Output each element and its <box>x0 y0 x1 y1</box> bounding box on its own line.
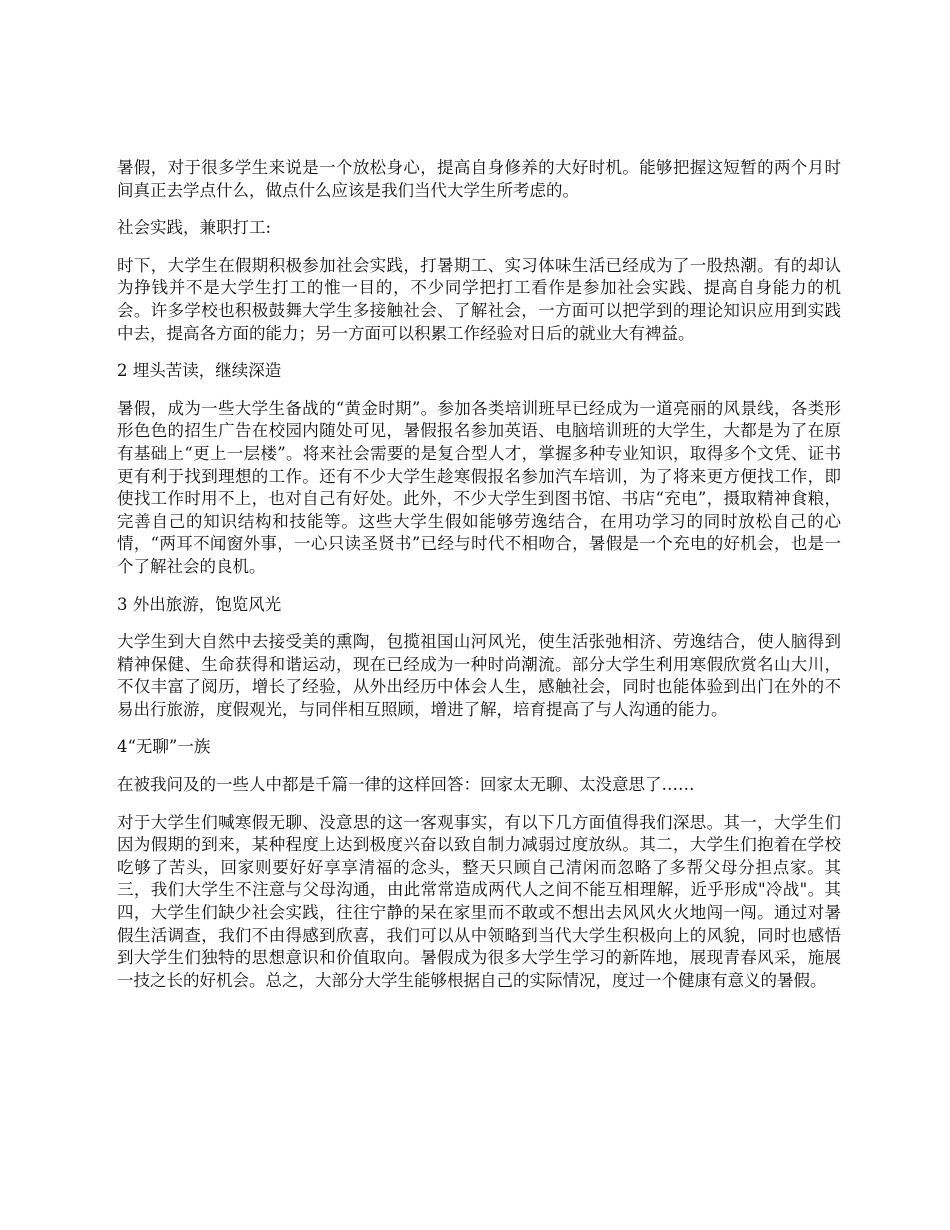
bored-intro-paragraph: 在被我问及的一些人中都是千篇一律的这样回答：回家太无聊、太没意思了…… <box>117 775 695 795</box>
study-paragraph: 暑假，成为一些大学生备战的“黄金时期”。参加各类培训班早已经成为一道亮丽的风景线，各类形形色色的招生广告在校园内随处可见，暑假报名参加英语、电脑培训班的大学生，大都是为了在原有基础上“更上一层楼”。将来社会需要的是复合型人才，掌握多种专业知识，取得多个文凭、证书更有利于找到理想的工作。还有不少大学生趁寒假报名参加汽车培训，为了将来更方便找工作，即使找工作时用不上，也对自己有好处。此外，不少大学生到图书馆、书店“充电”，摄取精神食粮，完善自己的知识结构和技能等。这些大学生假如能够劳逸结合，在用功学习的同时放松自己的心情，“两耳不闻窗外事，一心只读圣贤书”已经与时代不相吻合，暑假是一个充电的好机会，也是一个了解社会的良机。 <box>117 398 841 576</box>
document-page <box>117 157 841 1007</box>
section-heading-bored: 4“无聊”一族 <box>117 737 211 757</box>
intro-paragraph: 暑假，对于很多学生来说是一个放松身心，提高自身修养的大好时机。能够把握这短暂的两个月时间真正去学点什么，做点什么应该是我们当代大学生所考虑的。 <box>117 158 841 200</box>
section-heading-study: 2 埋头苦读，继续深造 <box>117 361 282 381</box>
bored-paragraph: 对于大学生们喊寒假无聊、没意思的这一客观事实，有以下几方面值得我们深思。其一，大学生们因为假期的到来，某种程度上达到极度兴奋以致自制力减弱过度放纵。其二，大学生们抱着在学校吃够了苦头，回家则要好好享享清福的念头，整天只顾自己清闲而忽略了多帮父母分担点家。其三，我们大学生不注意与父母沟通，由此常常造成两代人之间不能互相理解，近乎形成"冷战"。其四，大学生们缺少社会实践，往往宁静的呆在家里而不敢或不想出去风风火火地闯一闯。通过对暑假生活调查，我们不由得感到欣喜，我们可以从中领略到当代大学生积极向上的风貌，同时也感悟到大学生们独特的思想意识和价值取向。暑假成为很多大学生学习的新阵地，展现青春风采，施展一技之长的好机会。总之，大部分大学生能够根据自己的实际情况，度过一个健康有意义的暑假。 <box>117 812 841 990</box>
section-heading-social-practice: 社会实践，兼职打工: <box>117 218 272 238</box>
travel-paragraph: 大学生到大自然中去接受美的熏陶，包揽祖国山河风光，使生活张弛相济、劳逸结合，使人脑得到精神保健、生命获得和谐运动，现在已经成为一种时尚潮流。部分大学生利用寒假欣赏名山大川，不仅丰富了阅历，增长了经验，从外出经历中体会人生，感触社会，同时也能体验到出门在外的不易出行旅游，度假观光，与同伴相互照顾，增进了解，培育提高了与人沟通的能力。 <box>117 632 841 719</box>
social-practice-paragraph: 时下，大学生在假期积极参加社会实践，打暑期工、实习体味生活已经成为了一股热潮。有的却认为挣钱并不是大学生打工的惟一目的，不少同学把打工看作是参加社会实践、提高自身能力的机会。许多学校也积极鼓舞大学生多接触社会、了解社会，一方面可以把学到的理论知识应用到实践中去，提高各方面的能力；另一方面可以积累工作经验对日后的就业大有裨益。 <box>117 255 841 343</box>
section-heading-travel: 3 外出旅游，饱览风光 <box>117 594 282 614</box>
